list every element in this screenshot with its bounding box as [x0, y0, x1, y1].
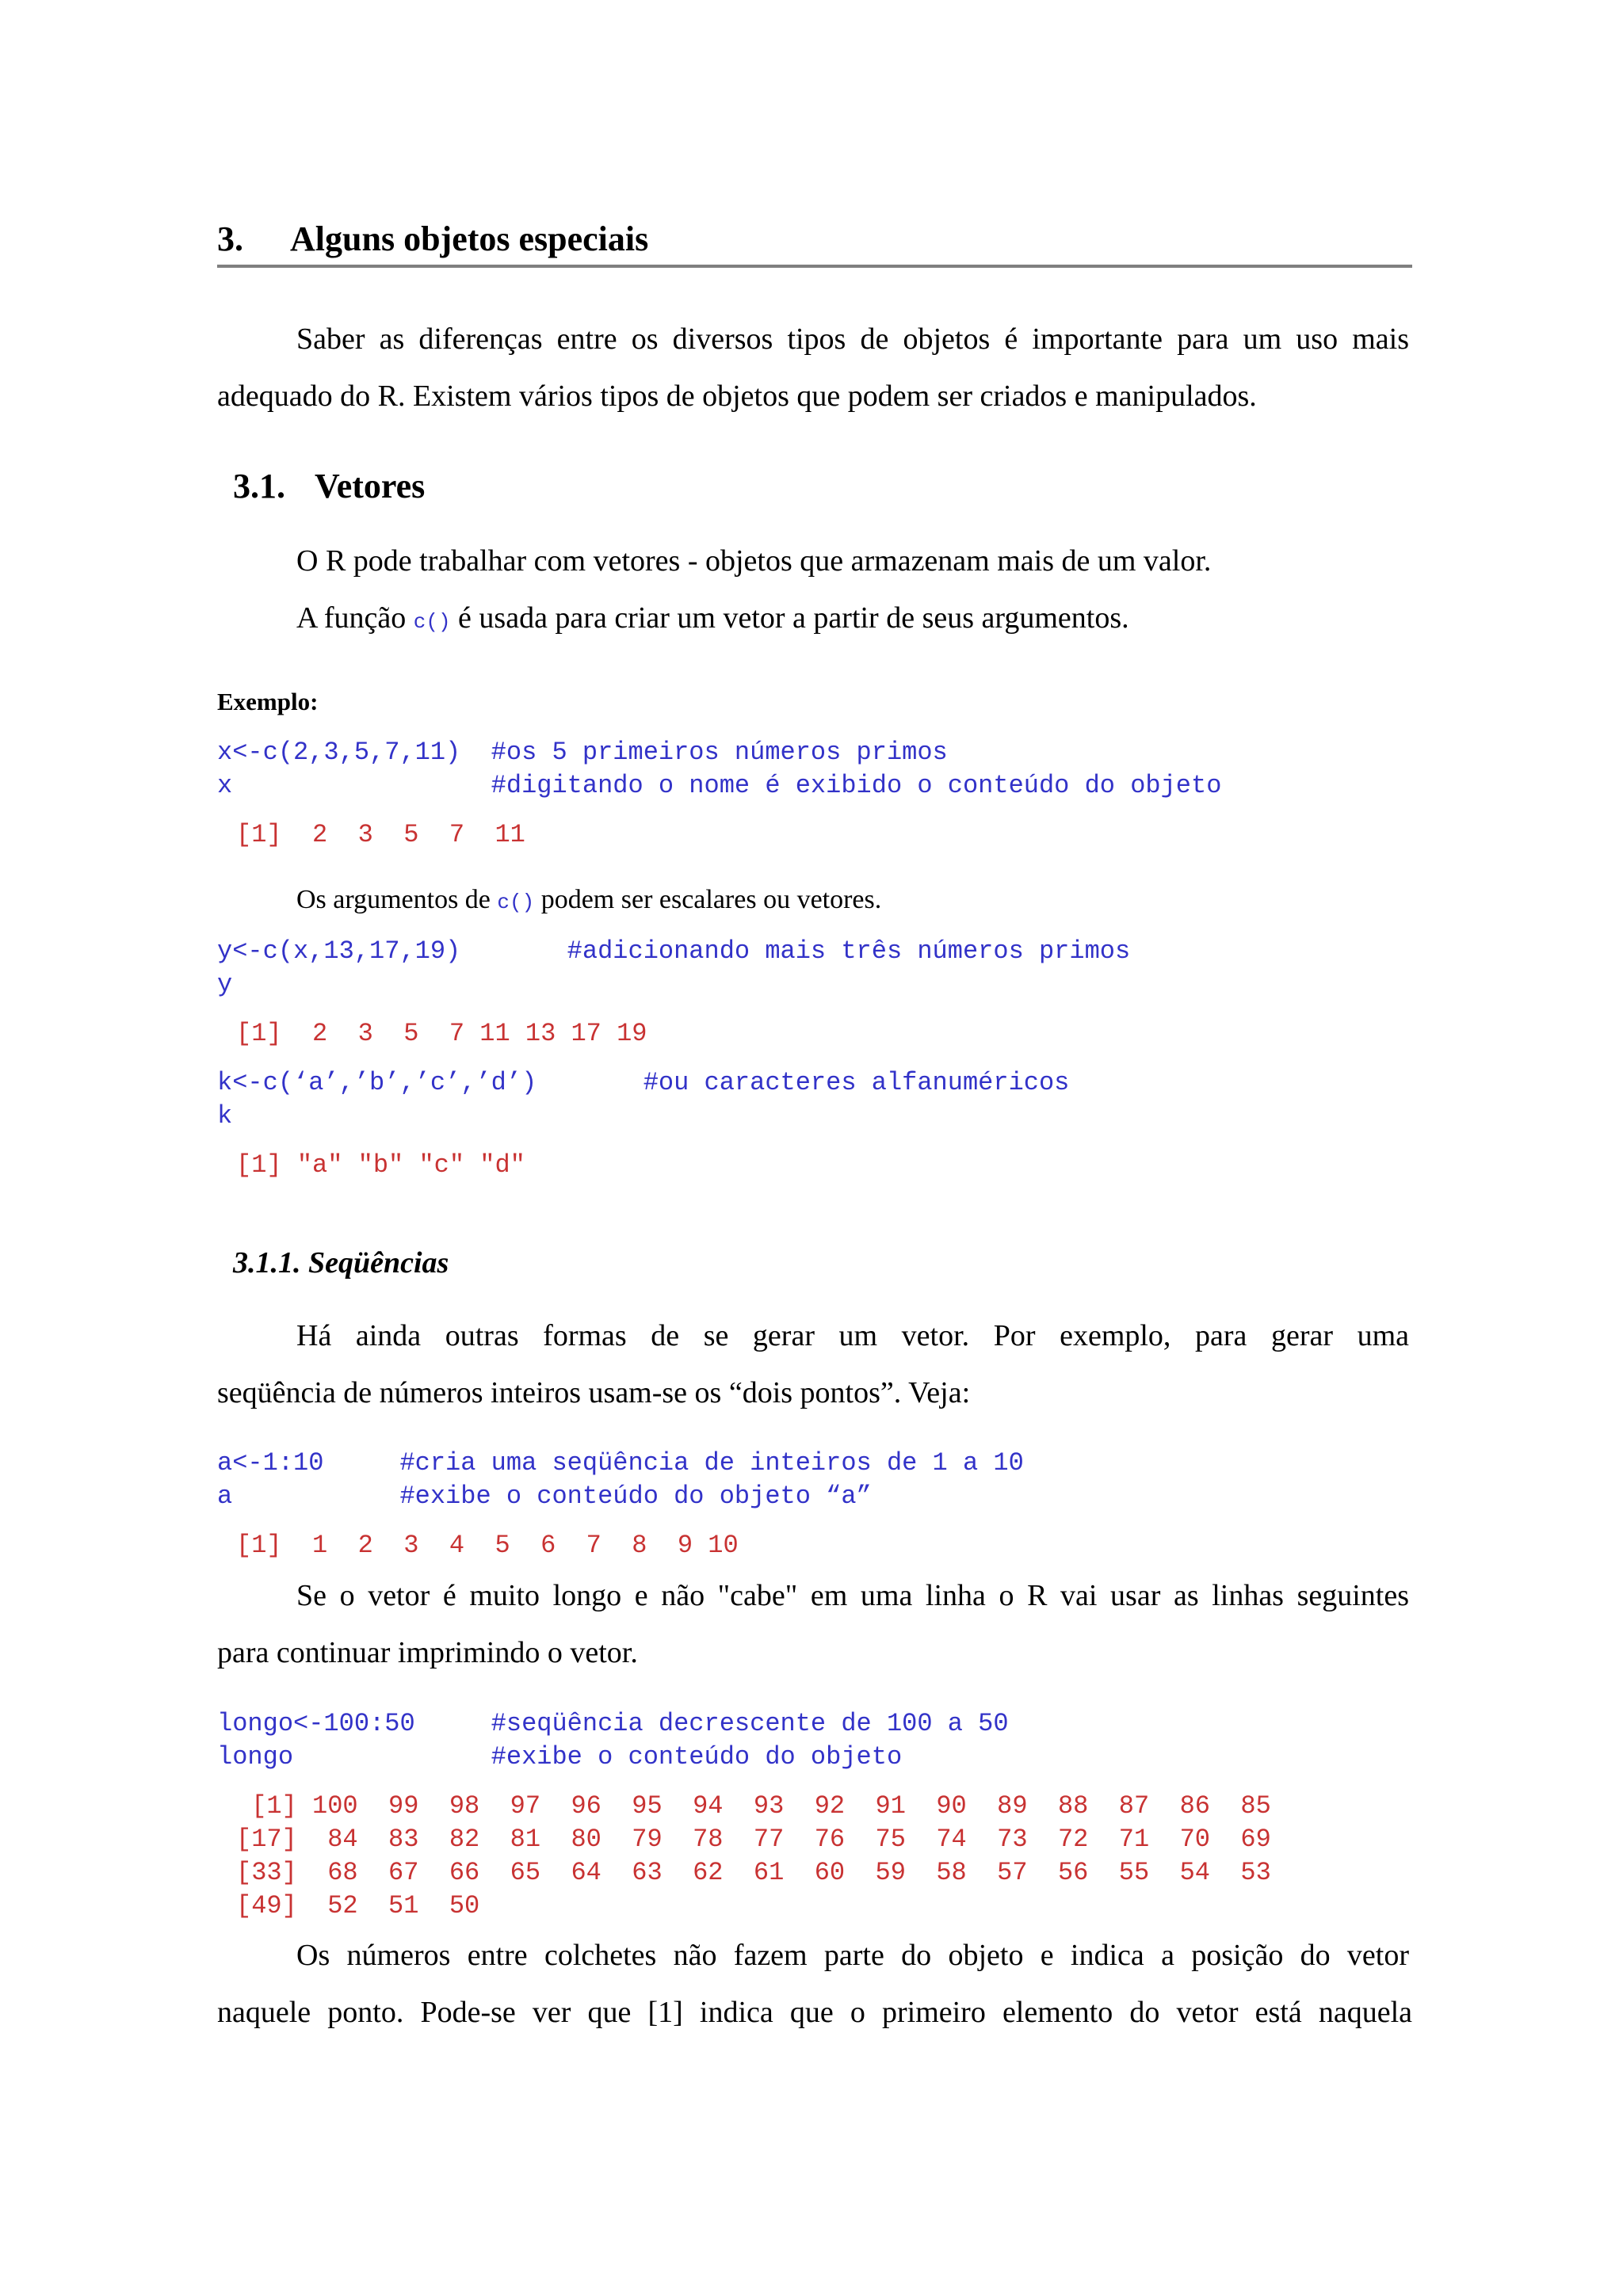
inline-code-c: c()	[497, 891, 535, 914]
r-output: [1] 1 2 3 4 5 6 7 8 9 10	[236, 1531, 739, 1560]
inline-code-c: c()	[413, 610, 451, 634]
subsection-heading-vetores	[233, 466, 425, 506]
r-output-row: [1] 100 99 98 97 96 95 94 93 92 91 90 89 88 87 86 85	[236, 1791, 1271, 1821]
code-line: a #exibe o conteúdo do objeto “a”	[217, 1482, 872, 1511]
intro-line-1: Saber as diferenças entre os diversos tipos de objetos é importante para um uso mais	[296, 322, 1409, 356]
code-line: longo #exibe o conteúdo do objeto	[217, 1742, 903, 1772]
subsection-title: Vetores	[315, 467, 426, 505]
section-number: 3.	[217, 219, 243, 258]
args-text-after: podem ser escalares ou vetores.	[534, 885, 882, 914]
code-line: y	[217, 970, 233, 999]
r-output: [1] "a" "b" "c" "d"	[236, 1150, 525, 1180]
heading-rule	[217, 265, 1412, 268]
code-line: x<-c(2,3,5,7,11) #os 5 primeiros números primos	[217, 738, 948, 767]
r-output-row: [17] 84 83 82 81 80 79 78 77 76 75 74 73 72 71 70 69	[236, 1825, 1271, 1854]
args-text-before: Os argumentos de	[296, 885, 498, 914]
seq-line-1: Há ainda outras formas de se gerar um vetor. Por exemplo, para gerar uma	[296, 1319, 1409, 1352]
final-line-1: Os números entre colchetes não fazem parte do objeto e indica a posição do vetor	[296, 1939, 1409, 1972]
long-line-1: Se o vetor é muito longo e não "cabe" em uma linha o R vai usar as linhas seguintes	[296, 1579, 1409, 1612]
r-output-row: [49] 52 51 50	[236, 1891, 480, 1920]
subsubsection-heading-sequencias: 3.1.1. Seqüências	[233, 1246, 449, 1280]
seq-line-2: seqüência de números inteiros usam-se os “dois pontos”. Veja:	[217, 1376, 971, 1409]
args-line	[296, 881, 881, 921]
long-line-2: para continuar imprimindo o vetor.	[217, 1636, 638, 1669]
exemplo-label: Exemplo:	[217, 688, 319, 715]
vetores-line-1: O R pode trabalhar com vetores - objetos que armazenam mais de um valor.	[296, 544, 1212, 578]
intro-line-2: adequado do R. Existem vários tipos de objetos que podem ser criados e manipulados.	[217, 379, 1257, 413]
section-title: Alguns objetos especiais	[290, 219, 649, 258]
vetores-line-2	[296, 589, 1129, 650]
vetores-text-before: A função	[296, 601, 414, 635]
code-line: k	[217, 1101, 233, 1131]
section-heading	[217, 219, 648, 259]
r-output: [1] 2 3 5 7 11 13 17 19	[236, 1019, 647, 1048]
vetores-text-after: é usada para criar um vetor a partir de seus argumentos.	[450, 601, 1129, 635]
code-line: x #digitando o nome é exibido o conteúdo do objeto	[217, 771, 1222, 800]
code-line: a<-1:10 #cria uma seqüência de inteiros de 1 a 10	[217, 1448, 1024, 1478]
code-line: longo<-100:50 #seqüência decrescente de 100 a 50	[217, 1709, 1009, 1738]
r-output-row: [33] 68 67 66 65 64 63 62 61 60 59 58 57 56 55 54 53	[236, 1858, 1271, 1887]
code-line: k<-c(‘a’,’b’,’c’,’d’) #ou caracteres alfanuméricos	[217, 1068, 1070, 1097]
final-line-2: naquele ponto. Pode-se ver que [1] indica que o primeiro elemento do vetor está naquela	[217, 1996, 1412, 2029]
subsection-number: 3.1.	[233, 467, 285, 505]
code-line: y<-c(x,13,17,19) #adicionando mais três números primos	[217, 936, 1131, 966]
r-output: [1] 2 3 5 7 11	[236, 820, 525, 849]
